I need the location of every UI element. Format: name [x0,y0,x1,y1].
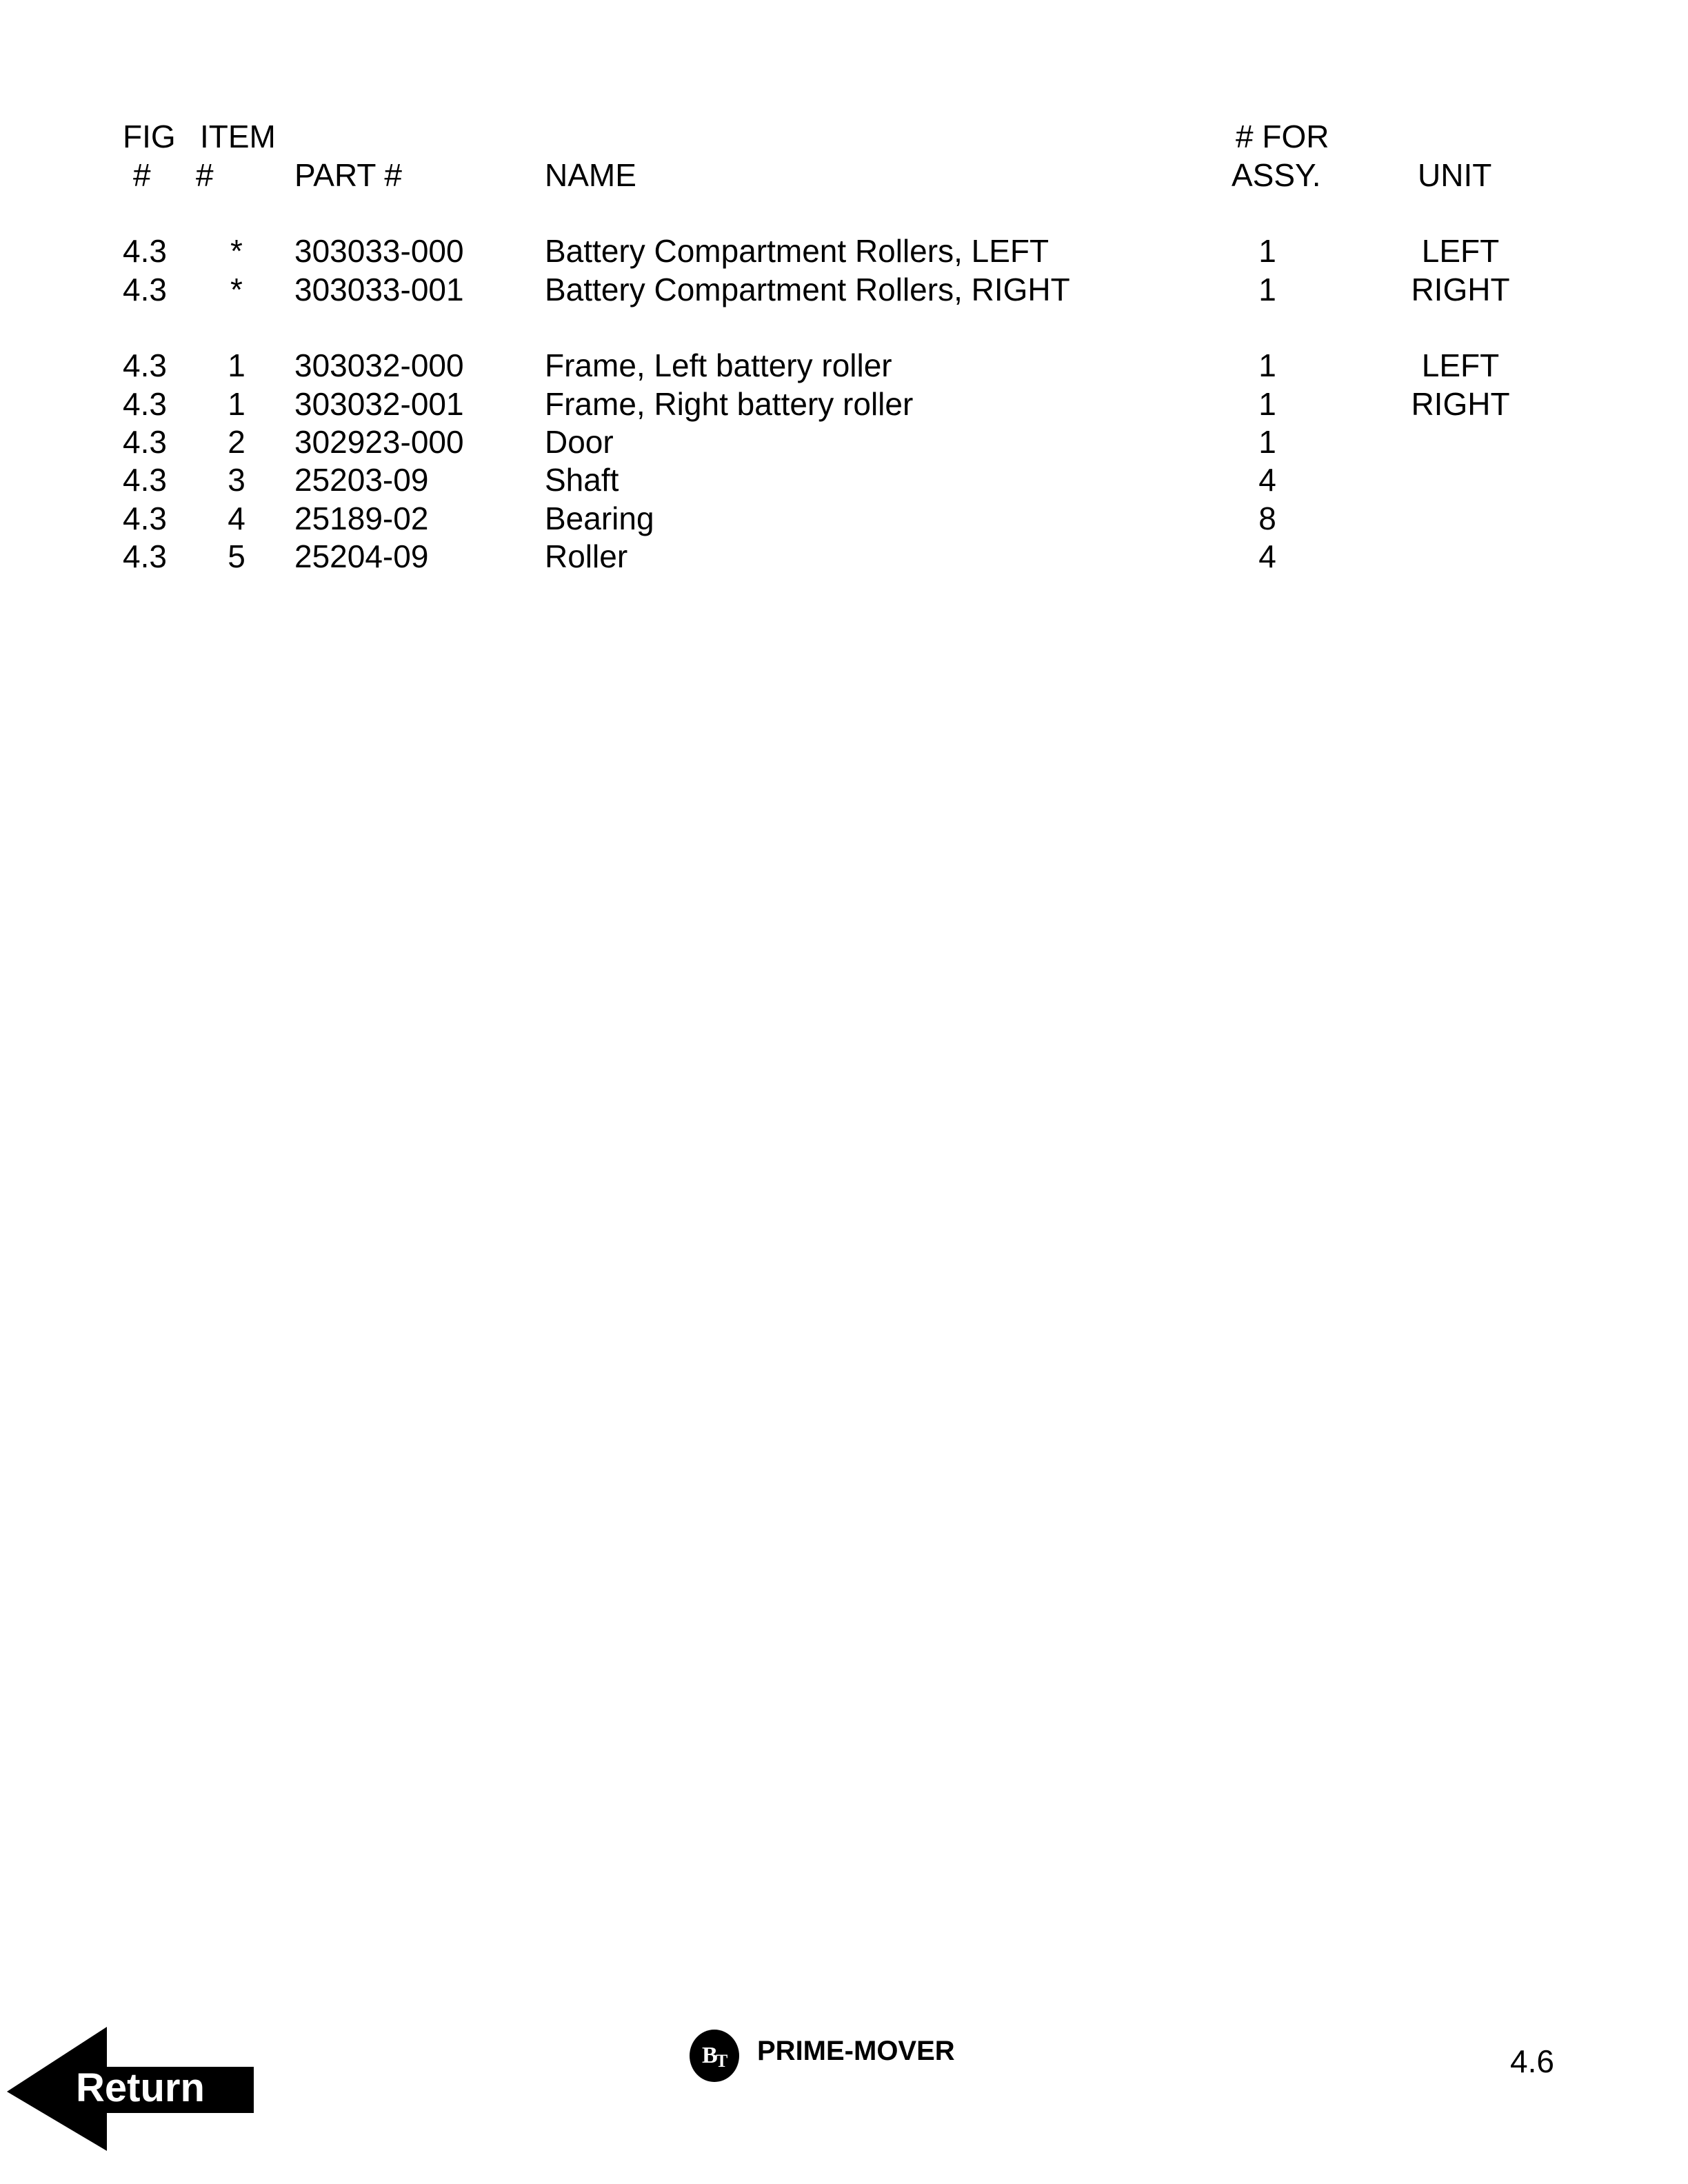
brand-name: PRIME-MOVER [757,2036,955,2066]
row-fig: 4.3 [123,272,167,307]
table-row [0,232,1688,270]
row-qty: 1 [1258,233,1276,269]
row-name: Door [545,424,614,460]
svg-text:B: B [702,2043,718,2068]
row-unit: RIGHT [1411,272,1510,307]
row-part: 303033-000 [294,233,464,269]
row-name: Shaft [545,462,619,498]
row-name: Frame, Left battery roller [545,347,892,383]
header-name: NAME [545,157,636,193]
row-item: * [230,272,243,307]
header-item: ITEM [200,119,276,154]
row-part: 303032-000 [294,347,464,383]
row-name: Roller [545,538,628,574]
row-item: 5 [228,538,245,574]
table-row [0,270,1688,309]
row-fig: 4.3 [123,501,167,536]
footer-date: MARCH 1995 [141,2043,336,2079]
table-row [0,499,1688,538]
row-qty: 8 [1258,501,1276,536]
header-fig: FIG [123,119,176,154]
row-part: 303033-001 [294,272,464,307]
header-qty: # FOR [1236,119,1329,154]
row-name: Battery Compartment Rollers, RIGHT [545,272,1070,307]
row-fig: 4.3 [123,424,167,460]
row-fig: 4.3 [123,386,167,422]
row-qty: 4 [1258,538,1276,574]
bt-logo [688,2028,743,2087]
row-item: 1 [228,386,245,422]
row-part: 303032-001 [294,386,464,422]
row-name: Bearing [545,501,654,536]
header-unit: UNIT [1418,157,1492,193]
row-fig: 4.3 [123,347,167,383]
header-fig-num: # [133,157,151,193]
row-item: * [230,233,243,269]
page-number: 4.6 [1510,2043,1554,2079]
table-row [0,537,1688,576]
row-item: 2 [228,424,245,460]
row-name: Frame, Right battery roller [545,386,914,422]
row-unit: RIGHT [1411,386,1510,422]
row-part: 25203-09 [294,462,429,498]
return-label[interactable]: Return [76,2065,205,2110]
row-qty: 4 [1258,462,1276,498]
header-qty-assy: ASSY. [1232,157,1321,193]
table-row [0,423,1688,461]
row-qty: 1 [1258,272,1276,307]
table-row [0,461,1688,499]
row-item: 3 [228,462,245,498]
header-part: PART # [294,157,402,193]
row-qty: 1 [1258,386,1276,422]
row-part: 25189-02 [294,501,429,536]
row-qty: 1 [1258,347,1276,383]
header-item-num: # [196,157,214,193]
row-part: 302923-000 [294,424,464,460]
row-fig: 4.3 [123,462,167,498]
bt-logo-icon [688,2028,743,2083]
table-row [0,346,1688,385]
row-fig: 4.3 [123,233,167,269]
row-qty: 1 [1258,424,1276,460]
row-part: 25204-09 [294,538,429,574]
row-unit: LEFT [1421,347,1500,383]
table-row [0,385,1688,423]
row-name: Battery Compartment Rollers, LEFT [545,233,1049,269]
row-item: 1 [228,347,245,383]
row-unit: LEFT [1421,233,1500,269]
row-item: 4 [228,501,245,536]
svg-text:T: T [716,2051,728,2071]
row-fig: 4.3 [123,538,167,574]
